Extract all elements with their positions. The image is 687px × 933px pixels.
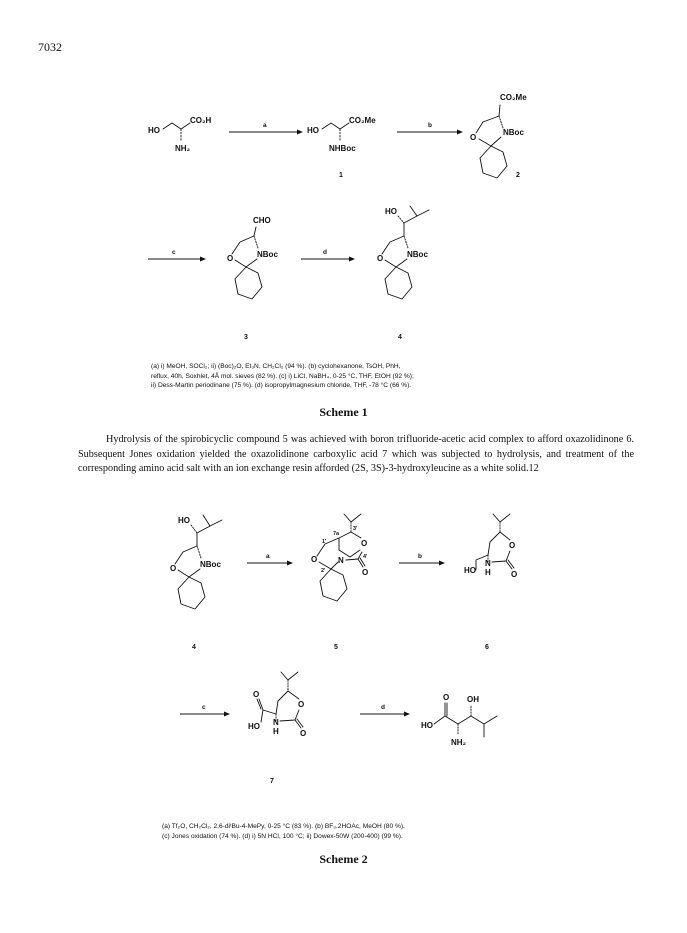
compound-4-structure (170, 515, 222, 651)
hydroxyl-label: HO (464, 566, 476, 575)
carbonyl-oxygen-label: O (362, 568, 369, 577)
reagent-c-label: c (202, 704, 206, 711)
conditions-line-1: (a) i) MeOH, SOCl₂; ii) (Boc)₂O, Et₃N, CH₂Cl₂ (94 %). (b) cyclohexanone, TsOH, PhH, (151, 363, 401, 370)
compound-1-structure (307, 116, 376, 179)
carboxyl-label: CO₂H (190, 116, 212, 125)
ring-oxygen-label: O (170, 564, 177, 573)
hydroxyl-label: HO (178, 516, 190, 525)
ester-label: CO₂Me (349, 116, 376, 125)
ring-oxygen-label: O (470, 133, 477, 142)
acid-carbonyl-oxygen-label: O (253, 690, 260, 699)
paragraph-text: Hydrolysis of the spirobicyclic compound 5 was achieved with boron trifluoride-acetic acid complex to afford oxazolidinone 6. Subsequent Jones oxidation yielded the oxazolidinone carboxylic acid 7 which was subjected to hydrolysis, and treatment of the corresponding amino acid salt with an ion exchange resin afforded (2S, 3S)-3-hydroxyleucine as a white solid.12 (78, 434, 634, 475)
body-paragraph (78, 433, 634, 477)
compound-4-structure (377, 206, 429, 341)
ester-label: CO₂Me (500, 93, 527, 102)
compound-number-4: 4 (398, 334, 402, 341)
nhboc-label: NHBoc (329, 144, 356, 153)
ring-oxygen-label: O (227, 254, 234, 263)
conditions-line-2: (c) Jones oxidation (74 %). (d) i) 5N HCl, 100 °C; ii) Dowex-50W (200-400) (99 %). (162, 832, 403, 840)
compound-2-structure (470, 93, 527, 179)
ring-oxygen-label: O (298, 700, 305, 709)
page-number: 7032 (38, 40, 62, 54)
ring-nitrogen-label: N (338, 556, 344, 565)
hydroxyl-label: HO (307, 126, 319, 135)
atom-number-2prime: 2' (321, 568, 326, 574)
hydroxyleucine-structure (421, 693, 497, 747)
compound-number-1: 1 (339, 172, 343, 179)
compound-number-7: 7 (270, 778, 274, 785)
reagent-d-label: d (323, 249, 327, 256)
nh-hydrogen-label: H (273, 727, 279, 736)
nh-hydrogen-label: H (485, 568, 491, 577)
reagent-b-label: b (418, 553, 422, 560)
scheme-2-diagram (0, 500, 687, 800)
ring-oxygen-label: O (509, 541, 516, 550)
amine-label: NH₂ (451, 738, 467, 747)
conditions-line-2: reflux, 40h, Soxhlet, 4Å mol. sieves (82 %). (c) i) LiCl, NaBH₄, 0-25 °C, THF, EtOH (92 %); (151, 372, 414, 380)
conditions-line-3: ii) Dess-Martin periodinane (75 %). (d) isopropylmagnesium chloride, THF, -78 °C (66 %). (151, 382, 412, 390)
reagent-a-label: a (263, 122, 267, 129)
hydroxyl-label: HO (421, 721, 433, 730)
acid-hydroxyl-label: HO (248, 722, 260, 731)
compound-6-structure (464, 514, 517, 651)
ring-nitrogen-label: N (273, 718, 279, 727)
reagent-d-label: d (381, 704, 385, 711)
atom-number-7a: 7a (333, 531, 340, 537)
reagent-b-label: b (428, 122, 432, 129)
scheme-2-conditions (162, 822, 405, 841)
carbonyl-oxygen-label: O (300, 729, 307, 738)
compound-number-2: 2 (516, 172, 520, 179)
compound-number-6: 6 (485, 644, 489, 651)
ring-oxygen-label: O (377, 254, 384, 263)
nboc-label: NBoc (407, 250, 428, 259)
amine-label: NH₂ (175, 144, 191, 153)
scheme-1-conditions (151, 362, 414, 391)
compound-3-structure (227, 216, 278, 341)
nboc-label: NBoc (257, 250, 278, 259)
atom-number-3prime: 3' (353, 526, 358, 532)
compound-number-3: 3 (244, 334, 248, 341)
scheme-2-caption: Scheme 2 (319, 852, 368, 866)
compound-number-5: 5 (334, 644, 338, 651)
lactone-oxygen-label: O (361, 539, 368, 548)
serine-structure (148, 116, 212, 153)
hydroxyl-label: HO (148, 126, 160, 135)
ring-oxygen-label: O (311, 555, 318, 564)
reagent-a-label: a (266, 553, 270, 560)
carbonyl-oxygen-label: O (511, 570, 518, 579)
hydroxyl-label: HO (385, 207, 397, 216)
compound-5-structure (311, 514, 368, 651)
hydroxyl-label: OH (467, 695, 479, 704)
compound-number-4: 4 (192, 644, 196, 651)
carbonyl-oxygen-label: O (443, 693, 450, 702)
ring-nitrogen-label: N (485, 559, 491, 568)
reagent-c-label: c (172, 249, 176, 256)
aldehyde-label: CHO (253, 216, 271, 225)
atom-number-1prime: 1' (322, 539, 327, 545)
conditions-line-1: (a) Tf₂O, CH₂Cl₂, 2,6-diᵗBu-4-MePy, 0-25 °C (83 %). (b) BF₃.2HOAc, MeOH (80 %). (162, 823, 405, 830)
compound-7-structure (248, 672, 306, 785)
atom-number-4prime: 4' (363, 554, 368, 560)
nboc-label: NBoc (200, 560, 221, 569)
scheme-1-diagram (0, 60, 687, 405)
nboc-label: NBoc (503, 128, 524, 137)
scheme-1-caption: Scheme 1 (319, 405, 368, 419)
